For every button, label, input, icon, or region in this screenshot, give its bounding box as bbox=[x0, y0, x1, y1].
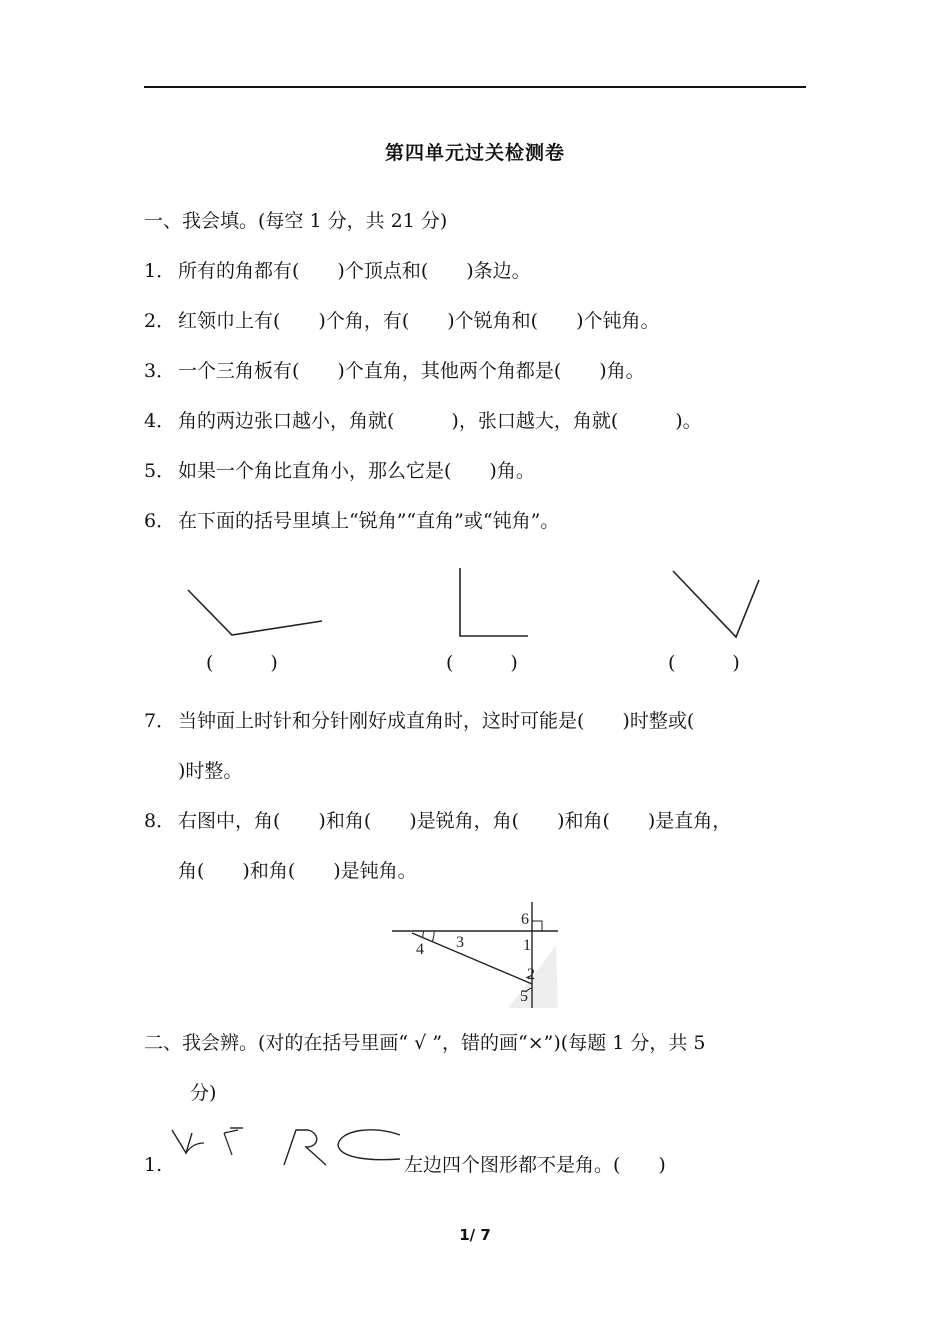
section2-question-1-text: 左边四个图形都不是角。( ) bbox=[404, 1154, 666, 1176]
angle-label-3: 3 bbox=[456, 934, 464, 951]
page-title: 第四单元过关检测卷 bbox=[384, 142, 565, 164]
header-rule bbox=[144, 86, 806, 88]
question-text: 角的两边张口越小，角就( )，张口越大，角就( )。 bbox=[178, 410, 702, 432]
answer-blank-3[interactable]: ( ) bbox=[668, 652, 740, 674]
angle-label-4: 4 bbox=[416, 941, 424, 958]
question-8 bbox=[144, 808, 731, 834]
angle-label-5: 5 bbox=[520, 988, 528, 1005]
question-number: 8． bbox=[144, 810, 176, 832]
question-8-continued: 角( )和角( )是钝角。 bbox=[178, 860, 417, 882]
question-7 bbox=[144, 708, 694, 734]
shapes-figure bbox=[168, 1125, 403, 1170]
answer-blank-2[interactable]: ( ) bbox=[446, 652, 518, 674]
question-text: 一个三角板有( )个直角，其他两个角都是( )角。 bbox=[178, 360, 645, 382]
angle-label-1: 1 bbox=[523, 937, 531, 954]
right-angle-figure bbox=[455, 566, 535, 641]
question-number: 3． bbox=[144, 360, 176, 382]
question-2 bbox=[144, 308, 659, 334]
question-7-continued: )时整。 bbox=[178, 760, 243, 782]
question-text: 所有的角都有( )个顶点和( )条边。 bbox=[178, 260, 531, 282]
acute-angle-figure bbox=[670, 568, 765, 643]
page-number: 1/ 7 bbox=[459, 1226, 491, 1244]
section2-question-1-number: 1. bbox=[144, 1154, 163, 1176]
question-4 bbox=[144, 408, 702, 434]
question-number: 4． bbox=[144, 410, 176, 432]
question-number: 6． bbox=[144, 510, 176, 532]
angle-label-2: 2 bbox=[527, 966, 535, 983]
question-number: 7． bbox=[144, 710, 176, 732]
obtuse-angle-figure bbox=[180, 585, 330, 645]
answer-blank-1[interactable]: ( ) bbox=[206, 652, 278, 674]
question-1 bbox=[144, 258, 531, 284]
section1-heading: 一、我会填。(每空 1 分，共 21 分) bbox=[144, 210, 448, 232]
question-text: 红领巾上有( )个角，有( )个锐角和( )个钝角。 bbox=[178, 310, 660, 332]
section2-heading-continued: 分) bbox=[190, 1082, 217, 1104]
question-6 bbox=[144, 508, 559, 534]
question-number: 1． bbox=[144, 260, 176, 282]
question-5 bbox=[144, 458, 535, 484]
question-text: 右图中，角( )和角( )是锐角，角( )和角( )是直角， bbox=[178, 810, 732, 832]
section2-heading: 二、我会辨。(对的在括号里画“ √ ”，错的画“×”)(每题 1 分，共 5 bbox=[144, 1032, 706, 1054]
question-text: 当钟面上时针和分针刚好成直角时，这时可能是( )时整或( bbox=[178, 710, 695, 732]
question-number: 2． bbox=[144, 310, 176, 332]
angles-figure bbox=[390, 900, 565, 1012]
question-text: 如果一个角比直角小，那么它是( )角。 bbox=[178, 460, 535, 482]
question-3 bbox=[144, 358, 645, 384]
angle-label-6: 6 bbox=[521, 911, 529, 928]
question-text: 在下面的括号里填上“锐角”“直角”或“钝角”。 bbox=[178, 510, 560, 532]
question-number: 5． bbox=[144, 460, 176, 482]
